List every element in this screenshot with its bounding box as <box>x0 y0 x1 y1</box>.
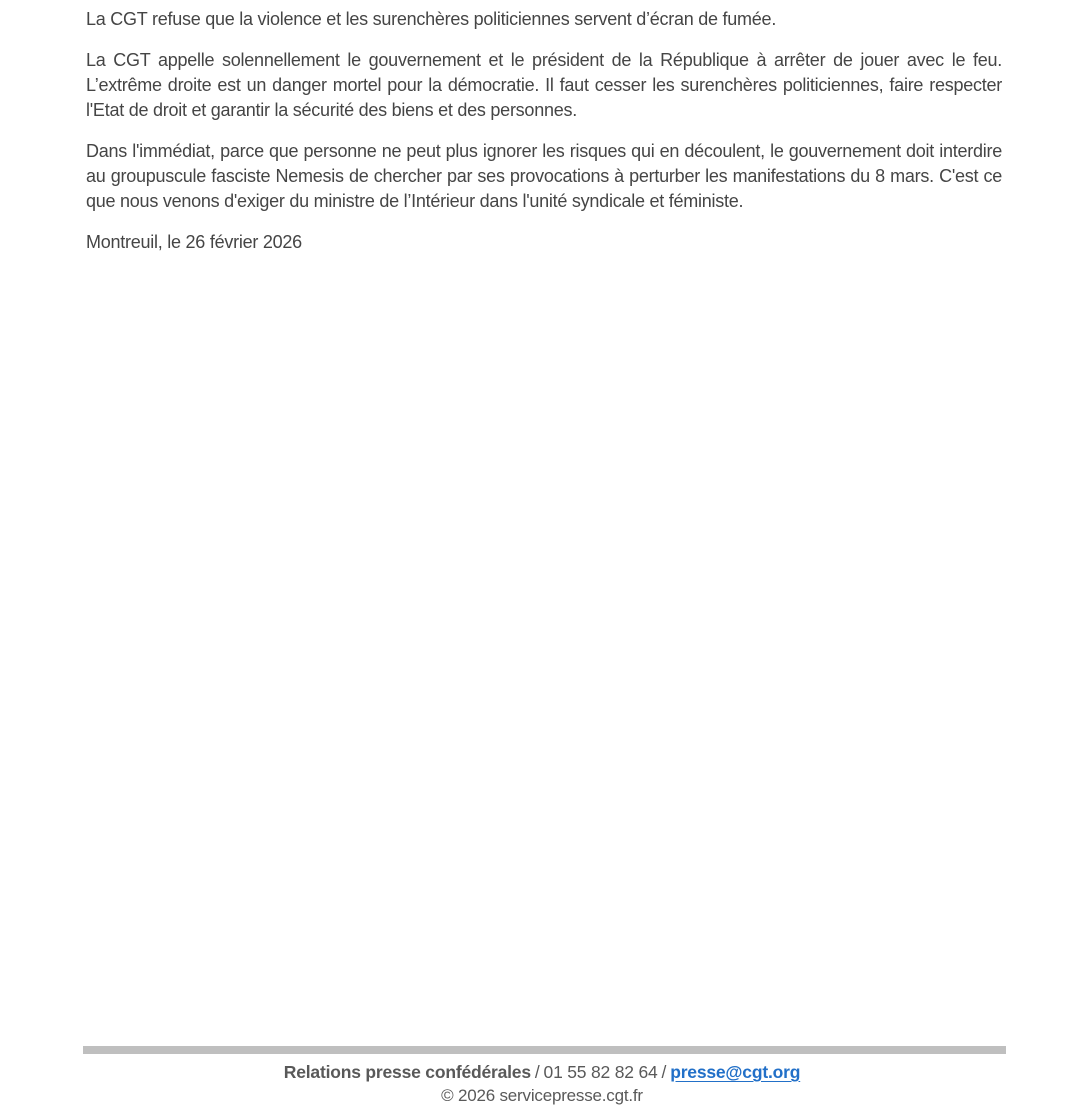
footer-separator-1: / <box>534 1062 540 1082</box>
page-footer <box>0 1046 1084 1115</box>
footer-divider-bar <box>83 1046 1006 1054</box>
footer-contact-label: Relations presse confédérales <box>283 1062 531 1082</box>
press-release-body <box>86 7 1002 271</box>
body-paragraph-1: La CGT refuse que la violence et les surenchères politiciennes servent d’écran de fumée. <box>86 9 777 29</box>
body-paragraph-2: La CGT appelle solennellement le gouvernement et le président de la République à arrêter de jouer avec le feu. L’extrême droite est un danger mortel pour la démocratie. Il faut cesser les surenchères politiciennes, faire respecter l'Etat de droit et garantir la sécurité des biens et des personnes. <box>86 50 1002 120</box>
body-paragraph-3: Dans l'immédiat, parce que personne ne peut plus ignorer les risques qui en découlent, le gouvernement doit interdire au groupuscule fasciste Nemesis de chercher par ses provocations à perturber les manifestations du 8 mars. C'est ce que nous venons d'exiger du ministre de l’Intérieur dans l'unité syndicale et féministe. <box>86 141 1002 211</box>
footer-phone: 01 55 82 82 64 <box>543 1062 658 1082</box>
footer-separator-2: / <box>661 1062 667 1082</box>
footer-email-link[interactable]: presse@cgt.org <box>670 1062 801 1082</box>
footer-copyright: © 2026 servicepresse.cgt.fr <box>441 1086 643 1105</box>
dateline: Montreuil, le 26 février 2026 <box>86 232 302 252</box>
footer-contact-line <box>0 1061 1084 1084</box>
